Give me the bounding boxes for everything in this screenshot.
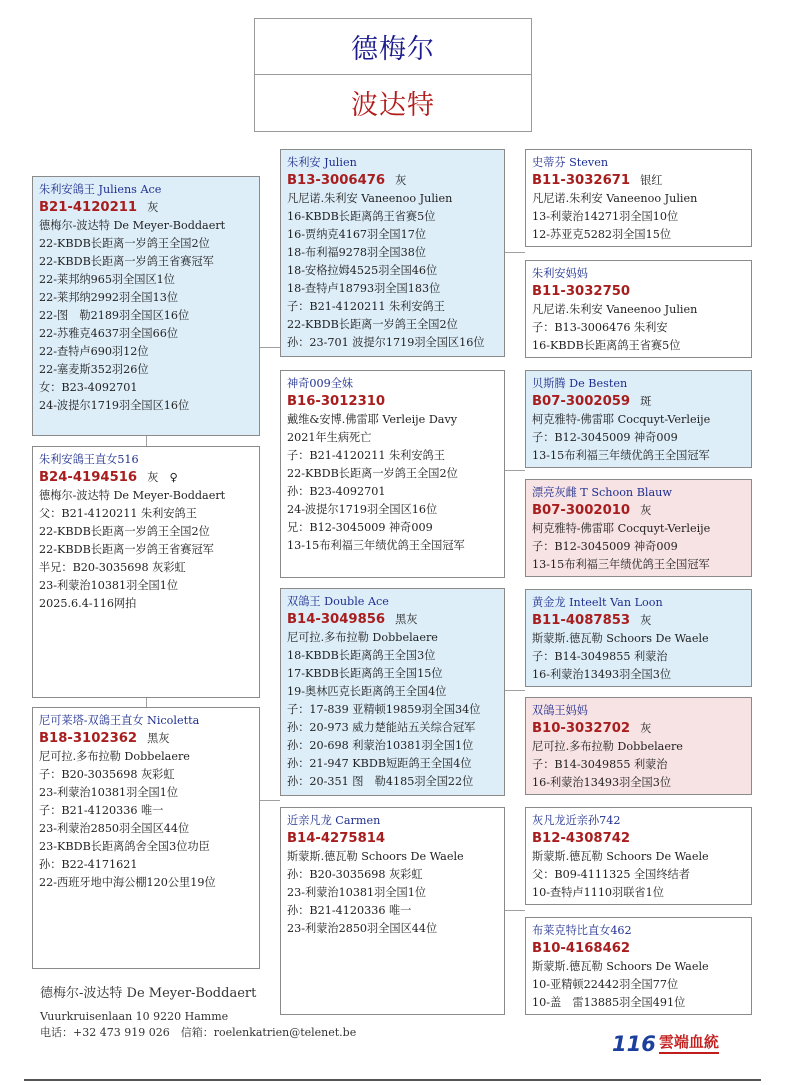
card-line: 孙：B21-4120336 唯一 — [287, 904, 412, 917]
card-line: 23-KBDB长距离鸽舍全国3位功臣 — [39, 840, 210, 853]
card-line: 19-奥林匹克长距离鸽王全国4位 — [287, 685, 447, 698]
ring-number-value: B14-4275814 — [287, 831, 386, 846]
card-line: 子：B14-3049855 利蒙治 — [532, 758, 668, 771]
pigeon-name: 朱利安妈妈 — [532, 267, 588, 280]
card-line: 16-贾纳克4167羽全国17位 — [287, 228, 427, 241]
pedigree-card-dam-sire-dam — [525, 697, 752, 795]
card-line: 孙：20-351 图 勒4185羽全国22位 — [287, 775, 474, 788]
ring-color: 灰 — [395, 174, 407, 187]
ring-color: 黑灰 — [147, 732, 170, 745]
card-line: 女：B23-4092701 — [39, 381, 138, 394]
pedigree-card-dam — [32, 707, 260, 969]
pigeon-name: 贝斯腾 De Besten — [532, 377, 628, 390]
card-line: 23-利蒙治2850羽全国区44位 — [287, 922, 438, 935]
ring-number — [532, 940, 746, 958]
card-line: 23-利蒙治2850羽全国区44位 — [39, 822, 190, 835]
card-line: 10-亚精顿22442羽全国77位 — [532, 978, 679, 991]
pigeon-name: 双鴿王妈妈 — [532, 704, 588, 717]
card-line: 22-塞麦斯352羽26位 — [39, 363, 149, 376]
card-line: 22-KBDB长距离一岁鸽王省赛冠军 — [39, 255, 214, 268]
pedigree-card-sire — [280, 149, 505, 357]
connector-sd-sds — [505, 470, 525, 471]
ring-number-value: B12-4308742 — [532, 831, 631, 846]
bottom-divider — [24, 1079, 761, 1081]
pigeon-name: 灰凡龙近亲孙742 — [532, 814, 621, 827]
card-line: 24-波提尔1719羽全国区16位 — [39, 399, 190, 412]
card-line: 22-KBDB长距离一岁鸽王全国2位 — [39, 237, 210, 250]
connector-subject-sibling — [146, 436, 147, 446]
ring-number-value: B18-3102362 — [39, 731, 138, 746]
connector-sire-ss — [505, 252, 525, 253]
card-line: 13-利蒙治14271羽全国10位 — [532, 210, 679, 223]
pedigree-card-dam-sire-sire — [525, 589, 752, 687]
card-line: 子：B14-3049855 利蒙治 — [532, 650, 668, 663]
card-line: 22-苏雅克4637羽全国66位 — [39, 327, 179, 340]
ring-number — [287, 611, 499, 629]
card-line: 18-KBDB长距离鸽王全国3位 — [287, 649, 436, 662]
card-line: 22-西班牙地中海公棚120公里19位 — [39, 876, 216, 889]
card-line: 柯克雅特-佛雷耶 Cocquyt-Verleije — [532, 522, 711, 535]
pedigree-card-dam-dam-dam — [525, 917, 752, 1015]
ring-number — [287, 393, 499, 411]
card-line: 戴维&安博.佛雷耶 Verleije Davy — [287, 413, 458, 426]
ring-color: 斑 — [640, 395, 652, 408]
logo-number: 116 — [612, 1032, 656, 1056]
card-line: 13-15布利福三年绩优鸽王全国冠军 — [287, 539, 465, 552]
loft-contact: 电话：+32 473 919 026 信箱：roelenkatrien@telenet.be — [40, 1026, 357, 1039]
pedigree-card-sire-dam-sire — [525, 370, 752, 468]
card-line: 凡尼诺.朱利安 Vaneenoo Julien — [287, 192, 453, 205]
logo-text: 雲端血統 — [659, 1031, 719, 1054]
card-line: 22-KBDB长距离一岁鸽王省赛冠军 — [39, 543, 214, 556]
card-line: 子：B21-4120211 朱利安鸽王 — [287, 449, 445, 462]
card-line: 柯克雅特-佛雷耶 Cocquyt-Verleije — [532, 413, 711, 426]
card-line: 斯蒙斯.德瓦勒 Schoors De Waele — [532, 850, 709, 863]
card-line: 16-KBDB长距离鸽王省赛5位 — [532, 339, 681, 352]
card-line: 17-KBDB长距离鸽王全国15位 — [287, 667, 443, 680]
ring-color: 银红 — [640, 174, 663, 187]
breeder-title-box — [254, 18, 532, 132]
card-line: 凡尼诺.朱利安 Vaneenoo Julien — [532, 192, 698, 205]
pigeon-name: 尼可莱塔-双鴿王直女 Nicoletta — [39, 714, 200, 727]
pedigree-card-dam-dam-sire — [525, 807, 752, 905]
card-line: 18-安格拉姆4525羽全国46位 — [287, 264, 438, 277]
card-line: 尼可拉.多布拉勒 Dobbelaere — [532, 740, 683, 753]
ring-color: 灰 ♀ — [147, 471, 178, 484]
card-line: 13-15布利福三年绩优鸽王全国冠军 — [532, 449, 710, 462]
pedigree-card-sibling — [32, 446, 260, 698]
pigeon-name: 史蒂芬 Steven — [532, 156, 609, 169]
card-line: 子：17-839 亚精顿19859羽全国34位 — [287, 703, 481, 716]
pigeon-name: 布莱克特比直女462 — [532, 924, 632, 937]
card-line: 24-波提尔1719羽全国区16位 — [287, 503, 438, 516]
ring-number — [287, 172, 499, 190]
card-line: 18-布利福9278羽全国38位 — [287, 246, 427, 259]
ring-color: 黑灰 — [395, 613, 418, 626]
card-line: 16-KBDB长距离鸽王省赛5位 — [287, 210, 436, 223]
pedigree-card-dam-sire — [280, 588, 505, 796]
ring-number-value: B13-3006476 — [287, 173, 386, 188]
ring-color: 灰 — [147, 201, 159, 214]
pedigree-card-sire-dam-dam — [525, 479, 752, 577]
card-line: 子：B12-3045009 神奇009 — [532, 540, 678, 553]
card-line: 16-利蒙治13493羽全国3位 — [532, 668, 672, 681]
ring-number-value: B10-4168462 — [532, 941, 631, 956]
brand-logo — [612, 1030, 719, 1056]
pedigree-card-dam-dam — [280, 807, 505, 1015]
pigeon-name: 漂亮灰雌 T Schoon Blauw — [532, 486, 672, 499]
card-line: 22-KBDB长距离一岁鸽王全国2位 — [287, 467, 458, 480]
card-line: 18-查特卢18793羽全国183位 — [287, 282, 441, 295]
card-line: 12-苏亚克5282羽全国15位 — [532, 228, 672, 241]
ring-number-value: B16-3012310 — [287, 394, 386, 409]
card-line: 10-查特卢1110羽联省1位 — [532, 886, 664, 899]
ring-number-value: B07-3002059 — [532, 394, 631, 409]
card-line: 22-莱邦纳965羽全国区1位 — [39, 273, 175, 286]
card-line: 凡尼诺.朱利安 Vaneenoo Julien — [532, 303, 698, 316]
ring-number-value: B21-4120211 — [39, 200, 138, 215]
card-line: 子：B13-3006476 朱利安 — [532, 321, 668, 334]
card-line: 斯蒙斯.德瓦勒 Schoors De Waele — [532, 632, 709, 645]
card-line: 孙：20-698 利蒙治10381羽全国1位 — [287, 739, 474, 752]
pigeon-name: 神奇009全妹 — [287, 377, 354, 390]
card-line: 尼可拉.多布拉勒 Dobbelaere — [287, 631, 438, 644]
breeder-title-bottom: 波达特 — [351, 90, 435, 121]
ring-color: 灰 — [640, 722, 652, 735]
card-line: 22-莱邦纳2992羽全国13位 — [39, 291, 179, 304]
pedigree-card-subject — [32, 176, 260, 436]
card-line: 尼可拉.多布拉勒 Dobbelaere — [39, 750, 190, 763]
pigeon-name: 朱利安鴿王 Juliens Ace — [39, 183, 162, 196]
ring-number-value: B14-3049856 — [287, 612, 386, 627]
connector-sibling-dam — [146, 698, 147, 707]
card-line: 孙：B20-3035698 灰彩虹 — [287, 868, 423, 881]
ring-number — [39, 469, 254, 487]
card-line: 子：B20-3035698 灰彩虹 — [39, 768, 175, 781]
loft-name: 德梅尔-波达特 De Meyer-Boddaert — [40, 986, 257, 1001]
pedigree-card-sire-dam — [280, 370, 505, 578]
card-line: 斯蒙斯.德瓦勒 Schoors De Waele — [287, 850, 464, 863]
ring-number-value: B11-3032671 — [532, 173, 631, 188]
card-line: 半兄：B20-3035698 灰彩虹 — [39, 561, 186, 574]
ring-number — [287, 830, 499, 848]
card-line: 22-图 勒2189羽全国区16位 — [39, 309, 190, 322]
card-line: 23-利蒙治10381羽全国1位 — [287, 886, 427, 899]
connector-ds-dss — [505, 690, 525, 691]
pigeon-name: 黄金龙 Inteelt Van Loon — [532, 596, 663, 609]
breeder-title-top: 德梅尔 — [255, 19, 531, 75]
ring-number — [532, 612, 746, 630]
card-line: 23-利蒙治10381羽全国1位 — [39, 579, 179, 592]
connector-dam-ds — [260, 800, 280, 801]
card-line: 23-利蒙治10381羽全国1位 — [39, 786, 179, 799]
loft-address: Vuurkruisenlaan 10 9220 Hamme — [40, 1010, 229, 1023]
card-line: 孙：B22-4171621 — [39, 858, 138, 871]
card-line: 22-KBDB长距离一岁鸽王全国2位 — [39, 525, 210, 538]
pigeon-name: 近亲凡龙 Carmen — [287, 814, 381, 827]
ring-number-value: B24-4194516 — [39, 470, 138, 485]
card-line: 子：B12-3045009 神奇009 — [532, 431, 678, 444]
connector-subject-sire — [260, 347, 280, 348]
ring-number — [532, 283, 746, 301]
card-line: 父：B21-4120211 朱利安鸽王 — [39, 507, 197, 520]
ring-number — [39, 199, 254, 217]
card-line: 子：B21-4120211 朱利安鸽王 — [287, 300, 445, 313]
ring-number-value: B11-3032750 — [532, 284, 631, 299]
pedigree-card-sire-dam-mother — [525, 260, 752, 358]
ring-number — [532, 502, 746, 520]
ring-color: 灰 — [640, 504, 652, 517]
ring-number-value: B10-3032702 — [532, 721, 631, 736]
card-line: 斯蒙斯.德瓦勒 Schoors De Waele — [532, 960, 709, 973]
ring-number — [532, 172, 746, 190]
ring-number-value: B07-3002010 — [532, 503, 631, 518]
card-line: 孙：20-973 威力楚能站五关综合冠军 — [287, 721, 476, 734]
pedigree-card-sire-sire — [525, 149, 752, 247]
ring-number — [532, 830, 746, 848]
card-line: 13-15布利福三年绩优鸽王全国冠军 — [532, 558, 710, 571]
card-line: 2025.6.4-116网拍 — [39, 597, 137, 610]
card-line: 德梅尔-波达特 De Meyer-Boddaert — [39, 219, 226, 232]
ring-number — [532, 393, 746, 411]
pigeon-name: 朱利安 Julien — [287, 156, 357, 169]
card-line: 22-KBDB长距离一岁鸽王全国2位 — [287, 318, 458, 331]
ring-number — [39, 730, 254, 748]
ring-number — [532, 720, 746, 738]
card-line: 孙：23-701 波提尔1719羽全国区16位 — [287, 336, 485, 349]
card-line: 22-查特卢690羽12位 — [39, 345, 149, 358]
pigeon-name: 双鴿王 Double Ace — [287, 595, 389, 608]
pigeon-name: 朱利安鴿王直女516 — [39, 453, 139, 466]
connector-dd-dds — [505, 910, 525, 911]
card-line: 父：B09-4111325 全国终结者 — [532, 868, 690, 881]
card-line: 子：B21-4120336 唯一 — [39, 804, 164, 817]
card-line: 16-利蒙治13493羽全国3位 — [532, 776, 672, 789]
footer — [40, 985, 357, 1041]
card-line: 兄：B12-3045009 神奇009 — [287, 521, 433, 534]
card-line: 10-盖 雷13885羽全国491位 — [532, 996, 686, 1009]
card-line: 2021年生病死亡 — [287, 431, 372, 444]
card-line: 孙：B23-4092701 — [287, 485, 386, 498]
ring-color: 灰 — [640, 614, 652, 627]
card-line: 德梅尔-波达特 De Meyer-Boddaert — [39, 489, 226, 502]
ring-number-value: B11-4087853 — [532, 613, 631, 628]
card-line: 孙：21-947 KBDB短距鸽王全国4位 — [287, 757, 472, 770]
